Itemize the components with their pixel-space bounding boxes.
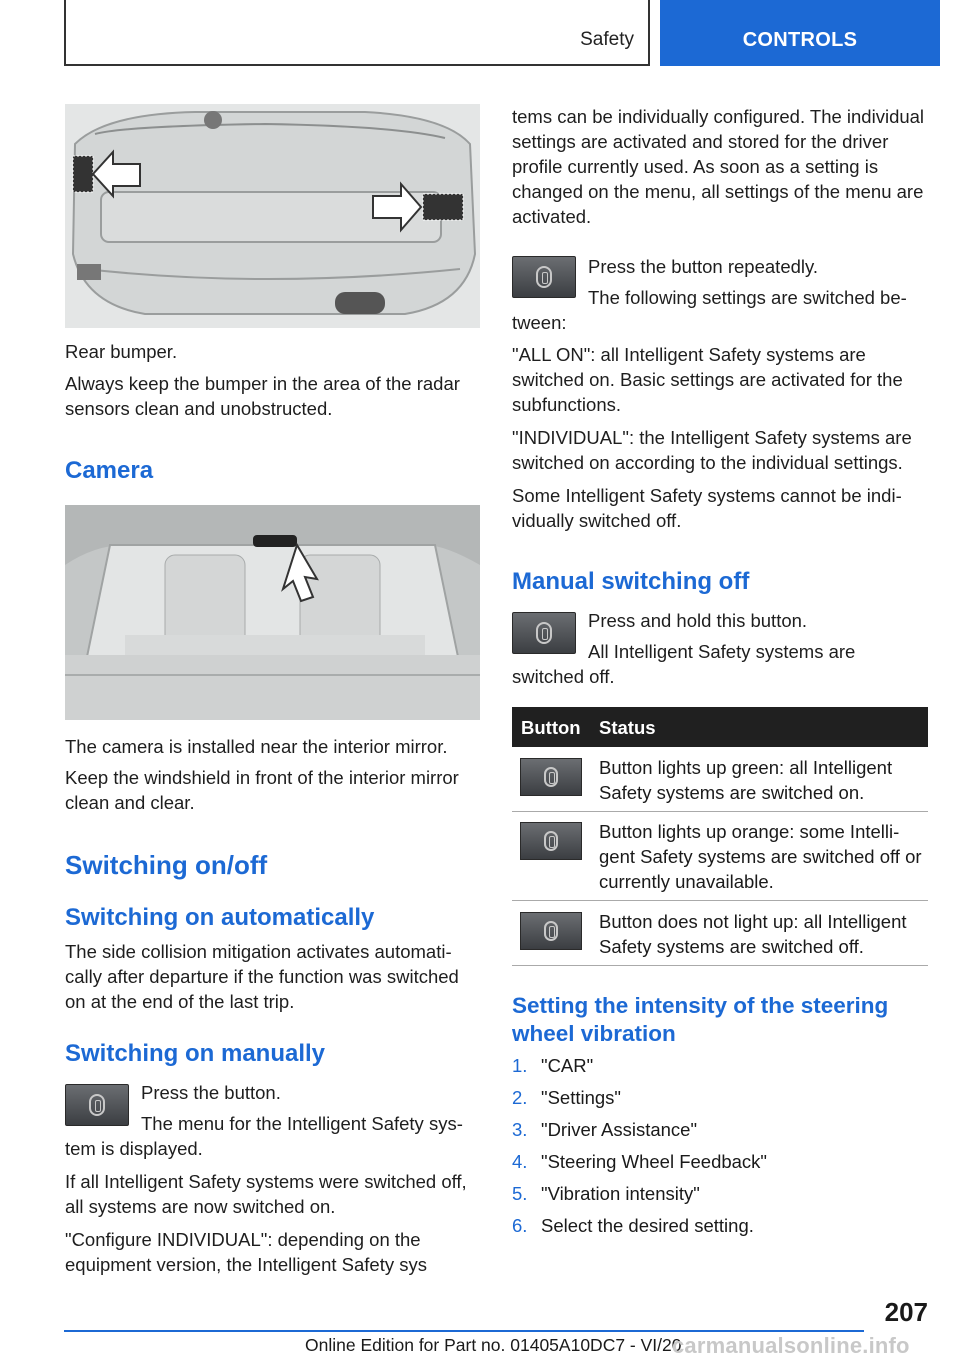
edition-text: Online Edition for Part no. 01405A10DC7 - VI/20 <box>305 1335 682 1355</box>
config-continuation: tems can be individually configured. The individual settings are activated and stored for the driver profile currently used. As soon as a setting is changed on the menu, all settings of the menu are activated. <box>512 106 925 227</box>
step-text: "Driver Assistance" <box>541 1119 698 1140</box>
list-item <box>512 1053 928 1085</box>
safety-button-green-icon <box>520 758 582 796</box>
watermark: carmanualsonline.info <box>672 1333 910 1358</box>
column-button-header: Button <box>521 717 581 738</box>
list-item <box>512 1085 928 1117</box>
table-divider <box>512 965 928 966</box>
auto-heading: Switching on automatically <box>65 904 375 931</box>
table-row: Button lights up green: all Intelligent Safety systems are switched on. <box>599 757 893 803</box>
some-cannot-text: Some Intelligent Safety systems cannot be individually switched off. <box>512 485 902 531</box>
individual-text: "INDIVIDUAL": the Intelligent Safety systems are switched on according to the individual settings. <box>512 427 912 473</box>
press-repeat: Press the button repeatedly. <box>588 256 819 277</box>
switched-between: The following settings are switched between: <box>512 287 907 333</box>
bumper-note: Always keep the bumper in the area of the radar sensors clean and unobstructed. <box>65 373 460 419</box>
step-number: 1. <box>512 1055 528 1076</box>
camera-note: Keep the windshield in front of the interior mirror clean and clear. <box>65 767 459 813</box>
list-item <box>512 1213 928 1245</box>
step-number: 2. <box>512 1087 528 1108</box>
auto-text: The side collision mitigation activates automatically after departure if the function was switched on at the end of the last trip. <box>65 941 459 1012</box>
footer-divider <box>64 1330 864 1332</box>
all-on-text: "ALL ON": all Intelligent Safety systems are switched on. Basic settings are activated for the subfunctions. <box>512 344 903 415</box>
safety-button-off-icon <box>520 912 582 950</box>
press-hold: Press and hold this button. <box>588 610 808 631</box>
list-item <box>512 1149 928 1181</box>
camera-caption: The camera is installed near the interior mirror. <box>65 736 448 757</box>
camera-illustration <box>65 505 480 720</box>
manual-all: If all Intelligent Safety systems were switched off, all systems are now switched on. <box>65 1171 467 1217</box>
table-divider <box>512 811 928 812</box>
safety-button-orange-icon <box>520 822 582 860</box>
step-text: "CAR" <box>541 1055 594 1076</box>
step-number: 6. <box>512 1215 528 1236</box>
list-item <box>512 1117 928 1149</box>
all-off-text: All Intelligent Safety systems are switched off. <box>512 641 856 687</box>
manual-config: "Configure INDIVIDUAL": depending on the equipment version, the Intelligent Safety sys <box>65 1229 427 1275</box>
switching-heading: Switching on/off <box>65 850 268 880</box>
table-row: Button lights up orange: some Intelligent Safety systems are switched off or currently unavailable. <box>599 821 922 892</box>
page-number: 207 <box>884 1297 928 1327</box>
chapter-tab: CONTROLS <box>660 0 940 66</box>
column-status-header: Status <box>599 717 656 738</box>
step-text: "Vibration intensity" <box>541 1183 700 1204</box>
rear-bumper-illustration <box>65 104 480 328</box>
section-title: Safety <box>580 29 634 50</box>
intensity-heading: Setting the intensity of the steering wheel vibration <box>512 993 889 1046</box>
table-divider <box>512 900 928 901</box>
step-text: Select the desired setting. <box>541 1215 754 1236</box>
header-box <box>64 0 650 66</box>
camera-heading: Camera <box>65 457 154 484</box>
manual-press: Press the button. <box>141 1082 281 1103</box>
step-number: 5. <box>512 1183 528 1204</box>
steps-list <box>512 1053 928 1245</box>
list-item <box>512 1181 928 1213</box>
manual-menu: The menu for the Intelligent Safety system is displayed. <box>65 1113 463 1159</box>
manual-off-heading: Manual switching off <box>512 568 750 595</box>
step-text: "Steering Wheel Feedback" <box>541 1151 768 1172</box>
status-table-header <box>512 707 928 747</box>
step-text: "Settings" <box>541 1087 621 1108</box>
step-number: 3. <box>512 1119 528 1140</box>
manual-heading: Switching on manually <box>65 1040 326 1067</box>
bumper-caption: Rear bumper. <box>65 341 178 362</box>
table-row: Button does not light up: all Intelligent Safety systems are switched off. <box>599 911 907 957</box>
step-number: 4. <box>512 1151 528 1172</box>
